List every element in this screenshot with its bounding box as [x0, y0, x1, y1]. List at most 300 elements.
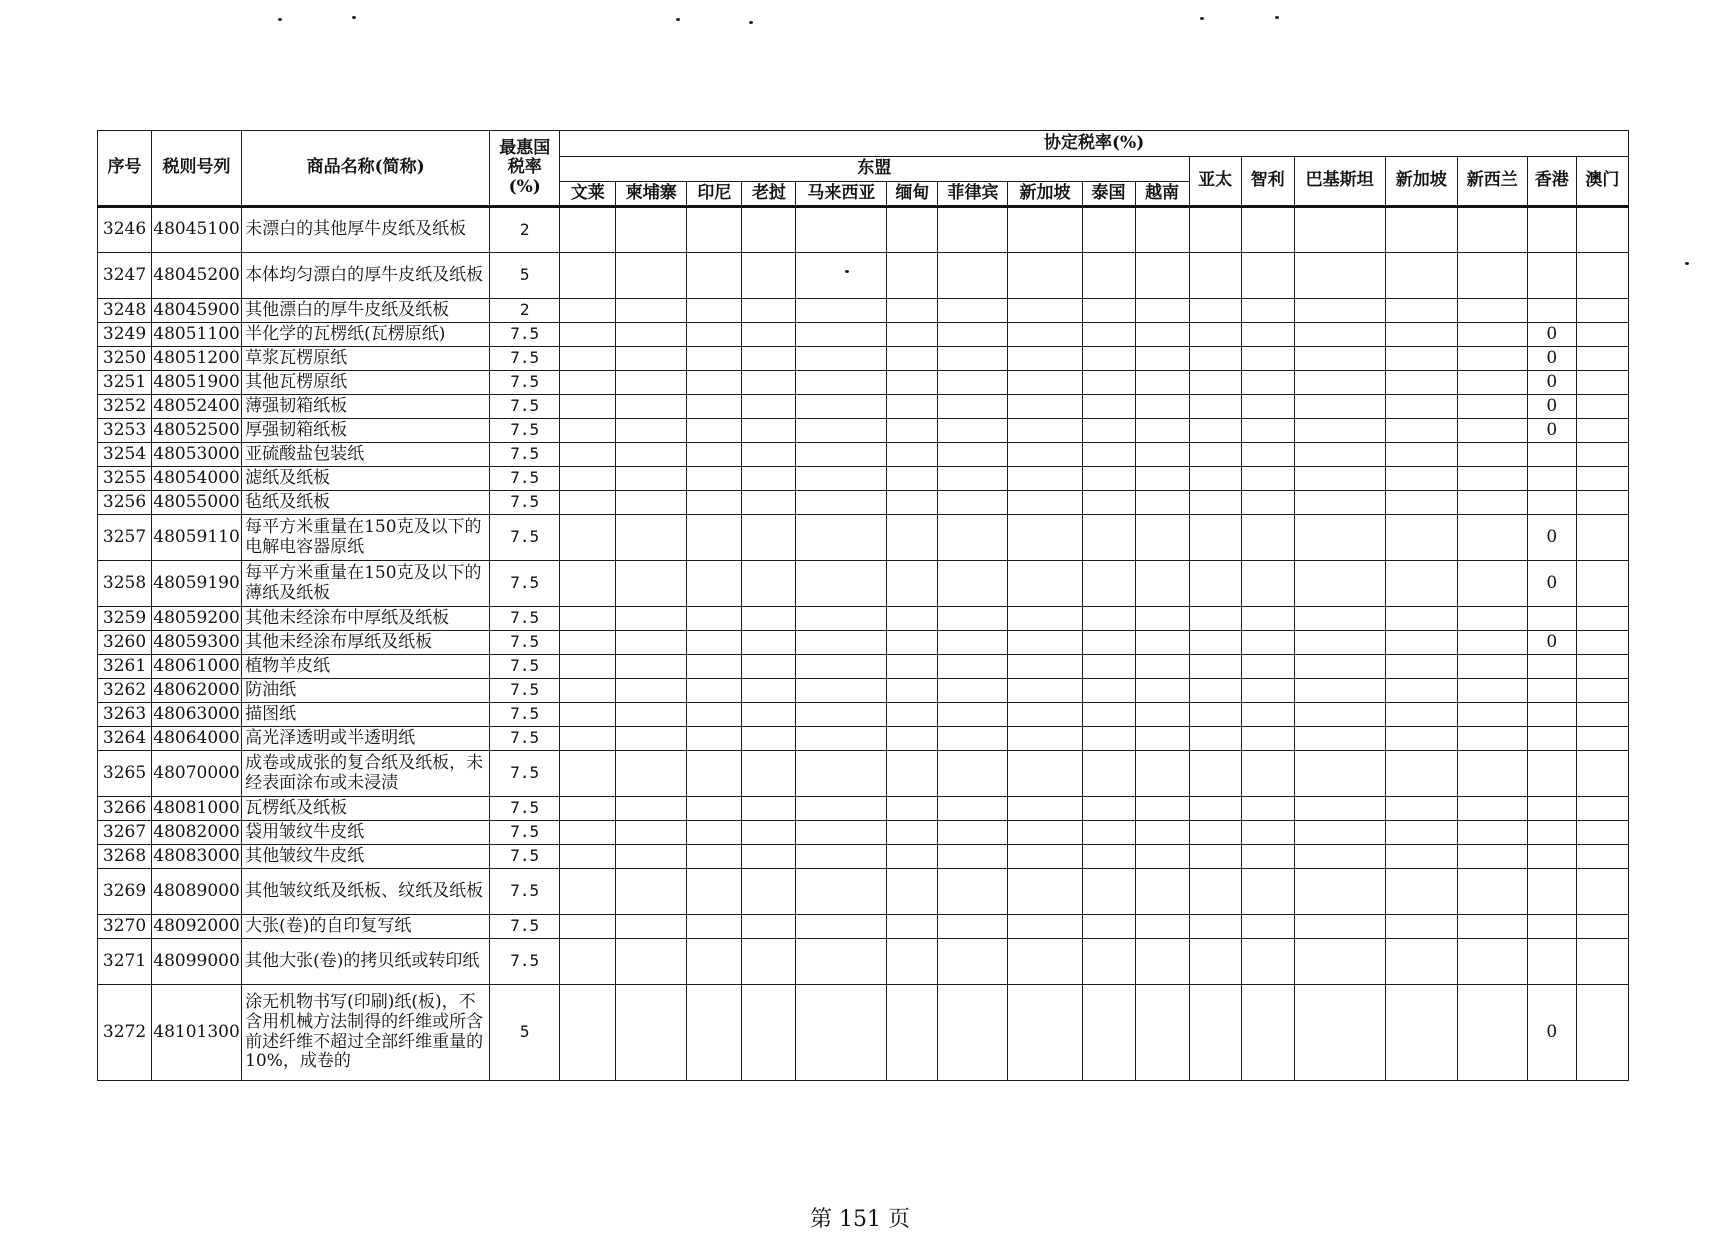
row-rate-cell — [1241, 655, 1294, 679]
row-code: 48081000 — [152, 797, 242, 821]
row-rate-cell — [1457, 207, 1527, 253]
row-seq: 3256 — [98, 491, 152, 515]
row-rate-cell — [1385, 607, 1457, 631]
row-rate-cell — [1008, 467, 1082, 491]
row-rate-cell — [1135, 561, 1189, 607]
row-rate-cell — [938, 467, 1008, 491]
row-rate-cell — [796, 443, 887, 467]
row-rate-cell — [796, 299, 887, 323]
table-row — [98, 561, 1629, 607]
row-name: 其他皱纹纸及纸板、纹纸及纸板 — [242, 869, 490, 915]
row-rate-cell — [1008, 631, 1082, 655]
row-rate-cell — [616, 751, 687, 797]
row-rate-cell — [887, 631, 938, 655]
row-rate-cell — [616, 703, 687, 727]
row-rate-cell — [1135, 679, 1189, 703]
row-mfn-rate: 7.5 — [490, 515, 560, 561]
row-seq: 3265 — [98, 751, 152, 797]
row-rate-cell — [1294, 395, 1385, 419]
row-rate-cell — [1576, 869, 1628, 915]
row-rate-cell — [1457, 631, 1527, 655]
row-rate-cell — [1385, 419, 1457, 443]
row-rate-cell — [742, 607, 796, 631]
row-name: 草浆瓦楞原纸 — [242, 347, 490, 371]
row-rate-cell — [887, 985, 938, 1081]
row-rate-cell — [1008, 395, 1082, 419]
table-row — [98, 347, 1629, 371]
row-seq: 3246 — [98, 207, 152, 253]
row-rate-cell — [1082, 299, 1135, 323]
row-seq: 3259 — [98, 607, 152, 631]
row-rate-cell — [1135, 631, 1189, 655]
row-hk-rate — [1527, 751, 1576, 797]
row-rate-cell — [1008, 323, 1082, 347]
row-rate-cell — [938, 845, 1008, 869]
row-seq: 3248 — [98, 299, 152, 323]
row-rate-cell — [796, 845, 887, 869]
row-rate-cell — [687, 631, 742, 655]
row-rate-cell — [796, 323, 887, 347]
row-rate-cell — [1241, 253, 1294, 299]
row-rate-cell — [1457, 323, 1527, 347]
row-rate-cell — [938, 419, 1008, 443]
row-hk-rate — [1527, 607, 1576, 631]
row-rate-cell — [1576, 253, 1628, 299]
header-singapore-fta: 新加坡 — [1385, 157, 1457, 207]
table-row — [98, 299, 1629, 323]
row-seq: 3249 — [98, 323, 152, 347]
row-rate-cell — [616, 797, 687, 821]
row-rate-cell — [687, 253, 742, 299]
row-name: 薄强韧箱纸板 — [242, 395, 490, 419]
row-rate-cell — [887, 915, 938, 939]
row-rate-cell — [742, 655, 796, 679]
row-rate-cell — [1385, 371, 1457, 395]
row-hk-rate: 0 — [1527, 515, 1576, 561]
row-mfn-rate: 7.5 — [490, 607, 560, 631]
scan-speck — [1685, 262, 1689, 265]
row-rate-cell — [1457, 299, 1527, 323]
row-rate-cell — [616, 299, 687, 323]
row-rate-cell — [1008, 845, 1082, 869]
scan-speck — [749, 21, 753, 24]
row-rate-cell — [687, 443, 742, 467]
row-rate-cell — [742, 323, 796, 347]
row-rate-cell — [1189, 821, 1241, 845]
row-rate-cell — [1008, 299, 1082, 323]
row-rate-cell — [938, 299, 1008, 323]
row-rate-cell — [1241, 797, 1294, 821]
row-rate-cell — [1576, 395, 1628, 419]
table-row — [98, 821, 1629, 845]
header-new-zealand: 新西兰 — [1457, 157, 1527, 207]
header-thailand: 泰国 — [1082, 182, 1135, 207]
row-mfn-rate: 7.5 — [490, 323, 560, 347]
row-rate-cell — [742, 727, 796, 751]
row-rate-cell — [1457, 467, 1527, 491]
row-code: 48051100 — [152, 323, 242, 347]
row-rate-cell — [616, 915, 687, 939]
header-apta: 亚太 — [1189, 157, 1241, 207]
row-rate-cell — [1241, 395, 1294, 419]
row-rate-cell — [1385, 323, 1457, 347]
row-rate-cell — [1189, 467, 1241, 491]
row-rate-cell — [938, 347, 1008, 371]
row-rate-cell — [1241, 207, 1294, 253]
row-rate-cell — [687, 561, 742, 607]
row-mfn-rate: 2 — [490, 299, 560, 323]
row-rate-cell — [1189, 253, 1241, 299]
row-rate-cell — [796, 253, 887, 299]
header-pakistan: 巴基斯坦 — [1294, 157, 1385, 207]
row-rate-cell — [1189, 751, 1241, 797]
row-rate-cell — [1135, 347, 1189, 371]
row-mfn-rate: 7.5 — [490, 655, 560, 679]
row-rate-cell — [687, 467, 742, 491]
row-rate-cell — [1385, 515, 1457, 561]
row-rate-cell — [1576, 751, 1628, 797]
scan-speck — [352, 16, 356, 19]
row-rate-cell — [1241, 985, 1294, 1081]
row-rate-cell — [887, 797, 938, 821]
row-rate-cell — [796, 371, 887, 395]
row-rate-cell — [1082, 467, 1135, 491]
row-code: 48054000 — [152, 467, 242, 491]
row-rate-cell — [1241, 821, 1294, 845]
row-seq: 3250 — [98, 347, 152, 371]
row-rate-cell — [1008, 703, 1082, 727]
header-macau: 澳门 — [1576, 157, 1628, 207]
row-rate-cell — [1241, 915, 1294, 939]
row-rate-cell — [687, 751, 742, 797]
header-vietnam: 越南 — [1135, 182, 1189, 207]
row-rate-cell — [687, 869, 742, 915]
row-rate-cell — [1294, 515, 1385, 561]
row-rate-cell — [1385, 797, 1457, 821]
row-rate-cell — [1082, 869, 1135, 915]
row-seq: 3263 — [98, 703, 152, 727]
row-rate-cell — [1241, 869, 1294, 915]
row-rate-cell — [1189, 679, 1241, 703]
row-hk-rate: 0 — [1527, 347, 1576, 371]
row-rate-cell — [887, 491, 938, 515]
row-rate-cell — [938, 561, 1008, 607]
row-rate-cell — [616, 985, 687, 1081]
row-rate-cell — [742, 419, 796, 443]
table-row — [98, 939, 1629, 985]
row-rate-cell — [1008, 915, 1082, 939]
row-code: 48101300 — [152, 985, 242, 1081]
row-rate-cell — [687, 985, 742, 1081]
row-rate-cell — [1385, 655, 1457, 679]
row-rate-cell — [1576, 467, 1628, 491]
row-rate-cell — [1082, 679, 1135, 703]
row-hk-rate — [1527, 727, 1576, 751]
row-rate-cell — [1576, 515, 1628, 561]
row-rate-cell — [1008, 727, 1082, 751]
row-seq: 3272 — [98, 985, 152, 1081]
row-rate-cell — [796, 207, 887, 253]
table-row — [98, 419, 1629, 443]
row-rate-cell — [796, 703, 887, 727]
row-rate-cell — [560, 751, 616, 797]
row-rate-cell — [1008, 751, 1082, 797]
row-rate-cell — [887, 323, 938, 347]
table-row — [98, 797, 1629, 821]
row-rate-cell — [1008, 419, 1082, 443]
row-rate-cell — [1241, 419, 1294, 443]
row-rate-cell — [1082, 797, 1135, 821]
row-rate-cell — [1457, 253, 1527, 299]
row-mfn-rate: 7.5 — [490, 395, 560, 419]
row-hk-rate — [1527, 703, 1576, 727]
row-rate-cell — [1189, 985, 1241, 1081]
row-code: 48062000 — [152, 679, 242, 703]
table-row — [98, 323, 1629, 347]
row-seq: 3261 — [98, 655, 152, 679]
row-rate-cell — [887, 207, 938, 253]
row-seq: 3260 — [98, 631, 152, 655]
row-rate-cell — [1576, 299, 1628, 323]
row-rate-cell — [1294, 561, 1385, 607]
row-code: 48055000 — [152, 491, 242, 515]
row-rate-cell — [1082, 253, 1135, 299]
header-agreement: 协定税率(%) — [560, 131, 1629, 157]
row-rate-cell — [887, 371, 938, 395]
row-name: 植物羊皮纸 — [242, 655, 490, 679]
row-rate-cell — [1082, 515, 1135, 561]
row-rate-cell — [1135, 869, 1189, 915]
row-rate-cell — [887, 703, 938, 727]
row-rate-cell — [938, 491, 1008, 515]
header-seq: 序号 — [98, 131, 152, 207]
table-row — [98, 395, 1629, 419]
row-rate-cell — [560, 915, 616, 939]
row-rate-cell — [1189, 939, 1241, 985]
row-rate-cell — [1457, 419, 1527, 443]
row-rate-cell — [742, 939, 796, 985]
row-rate-cell — [1457, 491, 1527, 515]
row-mfn-rate: 2 — [490, 207, 560, 253]
row-rate-cell — [742, 299, 796, 323]
row-rate-cell — [1457, 727, 1527, 751]
row-rate-cell — [1294, 915, 1385, 939]
row-rate-cell — [560, 371, 616, 395]
row-rate-cell — [1385, 821, 1457, 845]
row-rate-cell — [1294, 467, 1385, 491]
row-rate-cell — [938, 607, 1008, 631]
row-rate-cell — [616, 821, 687, 845]
row-rate-cell — [1457, 371, 1527, 395]
row-rate-cell — [1008, 939, 1082, 985]
row-seq: 3271 — [98, 939, 152, 985]
row-rate-cell — [616, 491, 687, 515]
row-rate-cell — [742, 915, 796, 939]
row-rate-cell — [796, 655, 887, 679]
row-rate-cell — [1457, 607, 1527, 631]
row-rate-cell — [1385, 207, 1457, 253]
row-rate-cell — [1294, 727, 1385, 751]
row-rate-cell — [687, 207, 742, 253]
row-rate-cell — [1135, 207, 1189, 253]
row-hk-rate: 0 — [1527, 323, 1576, 347]
row-rate-cell — [1008, 821, 1082, 845]
row-rate-cell — [796, 561, 887, 607]
row-hk-rate: 0 — [1527, 419, 1576, 443]
row-name: 高光泽透明或半透明纸 — [242, 727, 490, 751]
row-rate-cell — [1008, 797, 1082, 821]
row-rate-cell — [1457, 561, 1527, 607]
row-rate-cell — [1189, 561, 1241, 607]
row-rate-cell — [1576, 371, 1628, 395]
row-rate-cell — [1576, 419, 1628, 443]
row-rate-cell — [1241, 561, 1294, 607]
row-mfn-rate: 7.5 — [490, 915, 560, 939]
row-mfn-rate: 7.5 — [490, 821, 560, 845]
row-rate-cell — [742, 845, 796, 869]
row-rate-cell — [1008, 515, 1082, 561]
row-name: 其他未经涂布中厚纸及纸板 — [242, 607, 490, 631]
row-rate-cell — [1294, 299, 1385, 323]
row-rate-cell — [1082, 371, 1135, 395]
row-rate-cell — [560, 515, 616, 561]
row-seq: 3268 — [98, 845, 152, 869]
row-mfn-rate: 7.5 — [490, 939, 560, 985]
row-rate-cell — [687, 727, 742, 751]
row-rate-cell — [742, 869, 796, 915]
row-rate-cell — [1457, 443, 1527, 467]
row-rate-cell — [887, 751, 938, 797]
row-code: 48099000 — [152, 939, 242, 985]
header-myanmar: 缅甸 — [887, 182, 938, 207]
row-rate-cell — [1189, 347, 1241, 371]
table-row — [98, 751, 1629, 797]
row-rate-cell — [796, 821, 887, 845]
row-rate-cell — [1082, 443, 1135, 467]
row-rate-cell — [796, 631, 887, 655]
row-rate-cell — [616, 207, 687, 253]
row-rate-cell — [1189, 869, 1241, 915]
header-brunei: 文莱 — [560, 182, 616, 207]
header-name: 商品名称(简称) — [242, 131, 490, 207]
row-rate-cell — [616, 869, 687, 915]
row-mfn-rate: 7.5 — [490, 419, 560, 443]
row-name: 每平方米重量在150克及以下的电解电容器原纸 — [242, 515, 490, 561]
row-rate-cell — [1082, 207, 1135, 253]
row-rate-cell — [1135, 467, 1189, 491]
row-code: 48053000 — [152, 443, 242, 467]
row-mfn-rate: 5 — [490, 985, 560, 1081]
header-indonesia: 印尼 — [687, 182, 742, 207]
row-rate-cell — [1294, 371, 1385, 395]
row-hk-rate: 0 — [1527, 561, 1576, 607]
row-rate-cell — [560, 443, 616, 467]
row-rate-cell — [1294, 655, 1385, 679]
row-rate-cell — [1385, 915, 1457, 939]
row-rate-cell — [1457, 679, 1527, 703]
table-row — [98, 491, 1629, 515]
row-rate-cell — [1576, 939, 1628, 985]
table-row — [98, 679, 1629, 703]
row-rate-cell — [1385, 467, 1457, 491]
row-rate-cell — [796, 727, 887, 751]
row-hk-rate — [1527, 299, 1576, 323]
row-rate-cell — [1457, 515, 1527, 561]
row-rate-cell — [887, 395, 938, 419]
row-rate-cell — [1576, 207, 1628, 253]
row-rate-cell — [887, 845, 938, 869]
row-rate-cell — [1241, 323, 1294, 347]
row-rate-cell — [742, 467, 796, 491]
row-code: 48045100 — [152, 207, 242, 253]
row-name: 厚强韧箱纸板 — [242, 419, 490, 443]
row-rate-cell — [1385, 299, 1457, 323]
row-rate-cell — [687, 915, 742, 939]
row-rate-cell — [560, 607, 616, 631]
table-row — [98, 207, 1629, 253]
row-rate-cell — [1082, 607, 1135, 631]
row-rate-cell — [1576, 561, 1628, 607]
row-rate-cell — [1294, 703, 1385, 727]
row-rate-cell — [1241, 371, 1294, 395]
row-rate-cell — [560, 299, 616, 323]
row-rate-cell — [1457, 869, 1527, 915]
row-rate-cell — [560, 821, 616, 845]
row-rate-cell — [1135, 419, 1189, 443]
scan-speck — [278, 18, 282, 21]
row-rate-cell — [742, 751, 796, 797]
row-rate-cell — [887, 655, 938, 679]
header-hong-kong: 香港 — [1527, 157, 1576, 207]
row-rate-cell — [1294, 631, 1385, 655]
row-rate-cell — [1576, 703, 1628, 727]
scan-speck — [1200, 17, 1204, 20]
row-rate-cell — [1008, 443, 1082, 467]
table-row — [98, 515, 1629, 561]
table-row — [98, 727, 1629, 751]
table-row — [98, 869, 1629, 915]
table-row — [98, 443, 1629, 467]
row-rate-cell — [1241, 443, 1294, 467]
row-mfn-rate: 7.5 — [490, 797, 560, 821]
row-rate-cell — [1082, 915, 1135, 939]
row-seq: 3247 — [98, 253, 152, 299]
row-name: 其他大张(卷)的拷贝纸或转印纸 — [242, 939, 490, 985]
row-rate-cell — [560, 491, 616, 515]
row-rate-cell — [1008, 869, 1082, 915]
row-rate-cell — [742, 347, 796, 371]
scan-speck — [1275, 16, 1279, 19]
row-rate-cell — [938, 253, 1008, 299]
row-code: 48064000 — [152, 727, 242, 751]
row-hk-rate — [1527, 491, 1576, 515]
row-rate-cell — [1385, 443, 1457, 467]
row-seq: 3251 — [98, 371, 152, 395]
table-row — [98, 467, 1629, 491]
row-rate-cell — [796, 751, 887, 797]
row-rate-cell — [616, 395, 687, 419]
row-rate-cell — [560, 869, 616, 915]
table-row — [98, 985, 1629, 1081]
row-rate-cell — [1294, 323, 1385, 347]
row-rate-cell — [1385, 631, 1457, 655]
row-name: 描图纸 — [242, 703, 490, 727]
row-rate-cell — [1294, 821, 1385, 845]
row-mfn-rate: 7.5 — [490, 751, 560, 797]
row-hk-rate: 0 — [1527, 395, 1576, 419]
row-rate-cell — [1385, 491, 1457, 515]
row-name: 每平方米重量在150克及以下的薄纸及纸板 — [242, 561, 490, 607]
